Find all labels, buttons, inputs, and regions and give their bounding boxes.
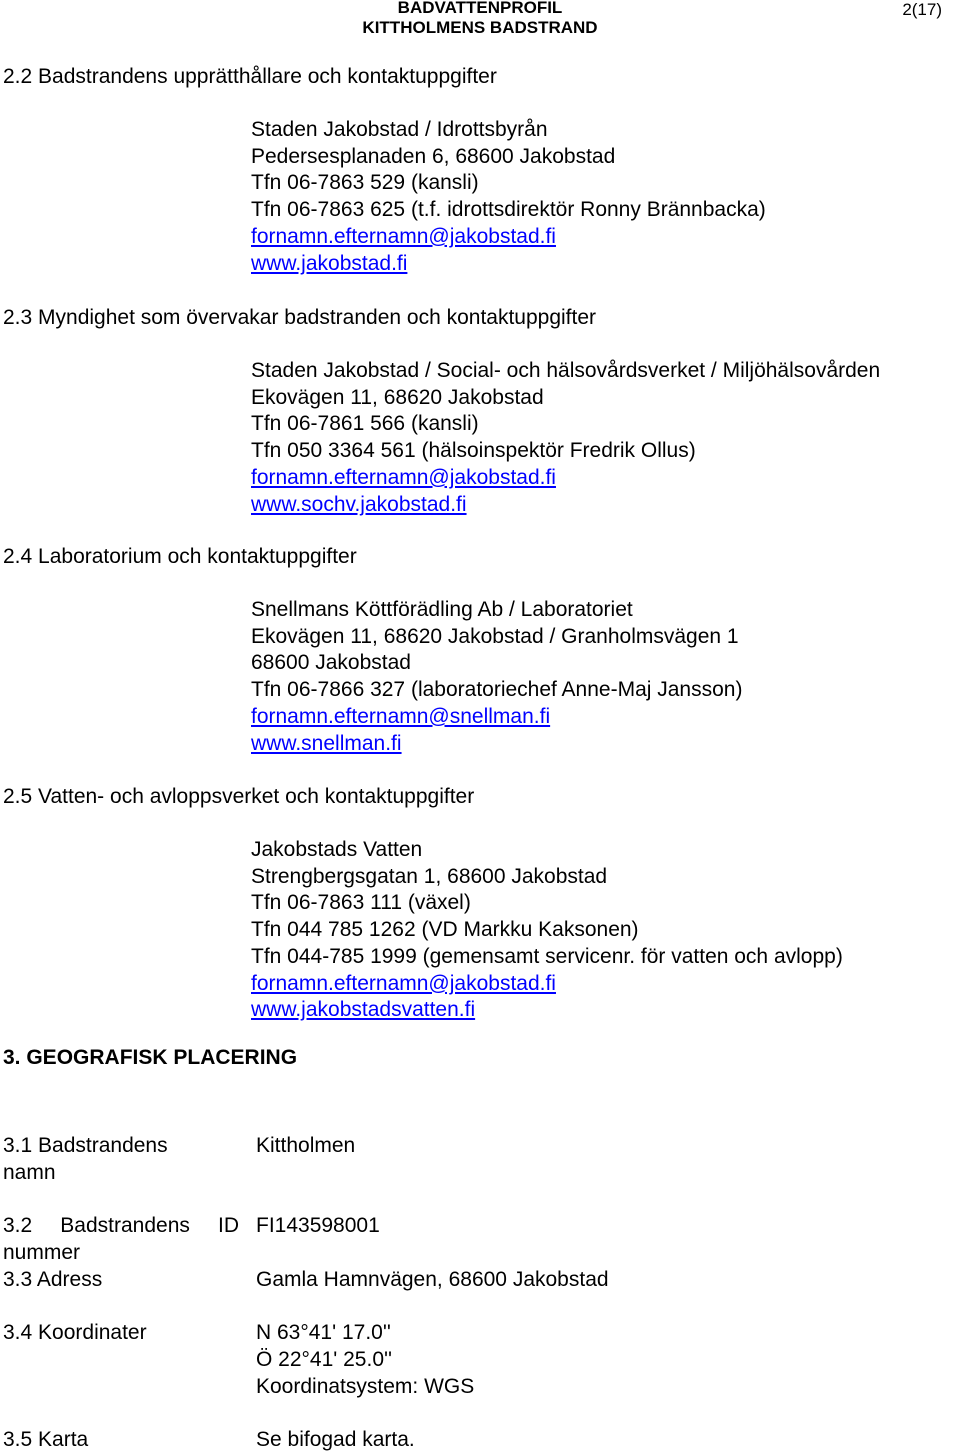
address-value: Gamla Hamnvägen, 68600 Jakobstad [256,1268,609,1291]
coordinate-north: N 63°41' 17.0'' [256,1321,391,1344]
section-2-5-contact [251,837,843,1024]
contact-line: 68600 Jakobstad [251,651,411,675]
website-link[interactable]: www.jakobstadsvatten.fi [251,998,476,1022]
section-2-3-heading: 2.3 Myndighet som övervakar badstranden och kontaktuppgifter [3,306,597,329]
address-label: 3.3 Adress [3,1268,103,1291]
contact-line: Tfn 06-7863 529 (kansli) [251,171,479,195]
contact-line: Pedersesplanaden 6, 68600 Jakobstad [251,144,616,168]
coordinates-label: 3.4 Koordinater [3,1321,147,1344]
email-link[interactable]: fornamn.efternamn@jakobstad.fi [251,465,556,489]
document-header [330,0,630,38]
header-title-line1: BADVATTENPROFIL [397,0,563,17]
section-2-3-contact [251,358,880,518]
beach-name-label: 3.1 Badstrandens namn [3,1134,168,1184]
section-3-heading: 3. GEOGRAFISK PLACERING [3,1046,298,1069]
section-2-2-heading: 2.2 Badstrandens upprätthållare och kontaktuppgifter [3,65,497,88]
coordinate-east: Ö 22°41' 25.0'' [256,1348,393,1371]
beach-id-label: 3.2 Badstrandens ID nummer [3,1214,239,1264]
contact-line: Tfn 044-785 1999 (gemensamt servicenr. för vatten och avlopp) [251,944,843,968]
contact-line: Staden Jakobstad / Social- och hälsovårdsverket / Miljöhälsovården [251,359,881,382]
contact-line: Tfn 044 785 1262 (VD Markku Kaksonen) [251,918,639,942]
contact-line: Snellmans Köttförädling Ab / Laboratoriet [251,598,633,621]
contact-line: Strengbergsgatan 1, 68600 Jakobstad [251,864,608,888]
contact-line: Tfn 050 3364 561 (hälsoinspektör Fredrik Ollus) [251,439,696,463]
beach-id-value: FI143598001 [256,1214,380,1237]
email-link[interactable]: fornamn.efternamn@snellman.fi [251,704,551,728]
map-value: Se bifogad karta. [256,1428,415,1451]
beach-name-value: Kittholmen [256,1134,356,1157]
email-link[interactable]: fornamn.efternamn@jakobstad.fi [251,224,556,248]
website-link[interactable]: www.sochv.jakobstad.fi [251,492,467,516]
contact-line: Ekovägen 11, 68620 Jakobstad [251,385,544,409]
contact-line: Jakobstads Vatten [251,838,423,861]
email-link[interactable]: fornamn.efternamn@jakobstad.fi [251,971,556,995]
contact-line: Ekovägen 11, 68620 Jakobstad / Granholmsvägen 1 [251,624,739,648]
section-2-4-heading: 2.4 Laboratorium och kontaktuppgifter [3,545,357,568]
map-label: 3.5 Karta [3,1428,89,1451]
section-2-5-heading: 2.5 Vatten- och avloppsverket och kontaktuppgifter [3,785,475,808]
page-number: 2(17) [902,0,942,19]
coordinate-system: Koordinatsystem: WGS [256,1375,475,1398]
contact-line: Staden Jakobstad / Idrottsbyrån [251,118,548,141]
section-2-4-contact [251,597,742,757]
website-link[interactable]: www.snellman.fi [251,731,402,755]
website-link[interactable]: www.jakobstad.fi [251,251,408,275]
contact-line: Tfn 06-7861 566 (kansli) [251,412,479,436]
contact-line: Tfn 06-7863 625 (t.f. idrottsdirektör Ronny Brännbacka) [251,198,766,222]
contact-line: Tfn 06-7863 111 (växel) [251,891,471,915]
coordinates-value [256,1319,474,1400]
section-2-2-contact [251,117,766,277]
header-title-line2: KITTHOLMENS BADSTRAND [362,18,598,37]
contact-line: Tfn 06-7866 327 (laboratoriechef Anne-Maj Jansson) [251,678,743,702]
